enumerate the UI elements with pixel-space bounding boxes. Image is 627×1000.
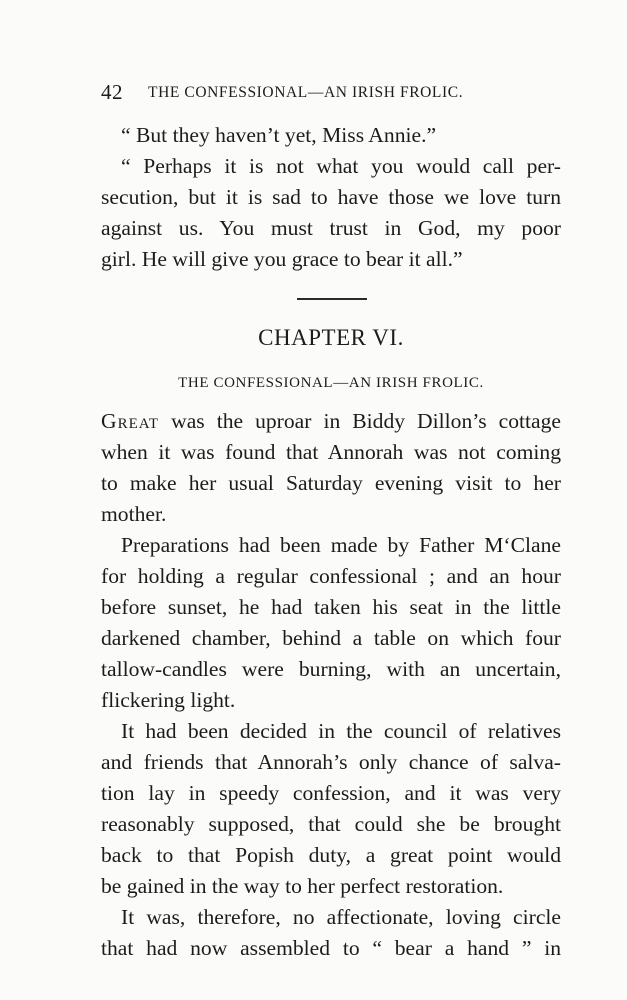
dialogue-line: “ Perhaps it is not what you would call per- bbox=[121, 154, 561, 178]
paragraph-line: before sunset, he had taken his seat in the little bbox=[101, 595, 561, 619]
paragraph-line: tallow-candles were burning, with an uncertain, bbox=[101, 657, 561, 681]
paragraph-line: darkened chamber, behind a table on which four bbox=[101, 626, 561, 650]
paragraph-line: back to that Popish duty, a great point would bbox=[101, 843, 561, 867]
opening-word: Great bbox=[101, 409, 160, 433]
paragraph-line bbox=[101, 406, 561, 437]
paragraph-line: tion lay in speedy confession, and it was very bbox=[101, 781, 561, 805]
paragraph-line: Preparations had been made by Father M‘Clane bbox=[121, 533, 561, 557]
paragraph-line: It had been decided in the council of relatives bbox=[121, 719, 561, 743]
paragraph-line: flickering light. bbox=[101, 688, 236, 712]
dialogue-line: “ But they haven’t yet, Miss Annie.” bbox=[121, 123, 437, 147]
paragraph-line: that had now assembled to “ bear a hand ” in bbox=[101, 936, 561, 960]
running-title: THE CONFESSIONAL—AN IRISH FROLIC. bbox=[148, 84, 464, 101]
paragraph-line: to make her usual Saturday evening visit to her bbox=[101, 471, 561, 495]
section-divider bbox=[297, 298, 367, 300]
line-text: was the uproar in Biddy Dillon’s cottage bbox=[159, 409, 561, 433]
chapter-heading: CHAPTER VI. bbox=[258, 325, 404, 350]
paragraph-line: mother. bbox=[101, 502, 167, 526]
chapter-subtitle: THE CONFESSIONAL—AN IRISH FROLIC. bbox=[178, 375, 484, 391]
dialogue-line: secution, but it is sad to have those we love turn bbox=[101, 185, 561, 209]
page-number: 42 bbox=[101, 80, 123, 104]
paragraph-line: reasonably supposed, that could she be brought bbox=[101, 812, 561, 836]
page-header bbox=[101, 80, 561, 106]
dialogue-line: girl. He will give you grace to bear it all.” bbox=[101, 247, 463, 271]
paragraph-line: for holding a regular confessional ; and an hour bbox=[101, 564, 561, 588]
dialogue-line: against us. You must trust in God, my poor bbox=[101, 216, 561, 240]
paragraph-line: and friends that Annorah’s only chance of salva- bbox=[101, 750, 561, 774]
paragraph-line: be gained in the way to her perfect restoration. bbox=[101, 874, 504, 898]
paragraph-line: It was, therefore, no affectionate, loving circle bbox=[121, 905, 561, 929]
paragraph-line: when it was found that Annorah was not coming bbox=[101, 440, 561, 464]
